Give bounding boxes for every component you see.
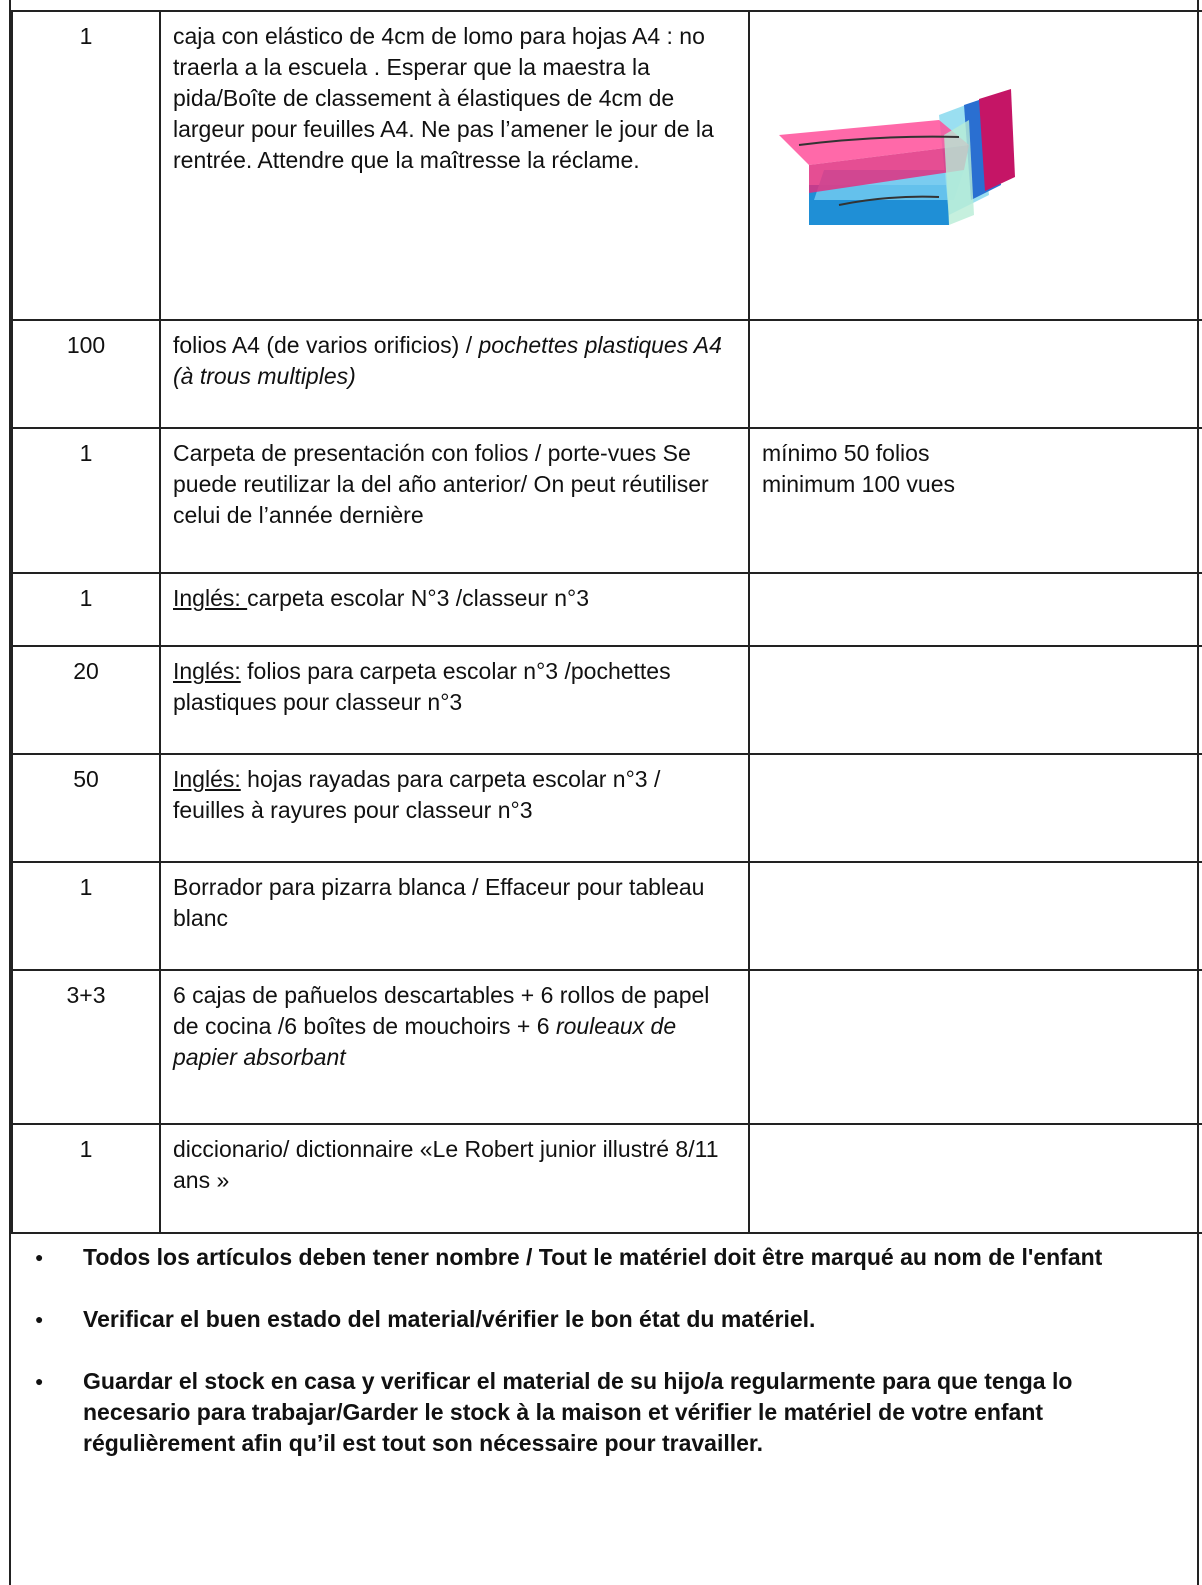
description-text: hojas rayadas para carpeta escolar n°3 / feuilles à rayures pour classeur n°3 bbox=[173, 766, 661, 823]
quantity-cell: 100 bbox=[12, 320, 160, 428]
note-bullet-item: ● Todos los artículos deben tener nombre / Tout le matériel doit être marqué au nom de l'enfant bbox=[31, 1242, 1181, 1273]
supply-row bbox=[12, 320, 1202, 428]
description-text: diccionario/ dictionnaire «Le Robert junior illustré 8/11 ans » bbox=[173, 1136, 719, 1193]
supply-row bbox=[12, 573, 1202, 646]
description-text: Inglés: bbox=[173, 658, 241, 684]
description-text: pochettes plastiques A4 (à trous multiples) bbox=[173, 332, 722, 389]
supply-row bbox=[12, 1124, 1202, 1233]
description-cell bbox=[160, 1124, 749, 1233]
description-text: folios para carpeta escolar n°3 /pochettes plastiques pour classeur n°3 bbox=[173, 658, 671, 715]
note-cell bbox=[749, 754, 1202, 862]
description-cell bbox=[160, 11, 749, 320]
supplies-table-body bbox=[12, 11, 1202, 1233]
description-text: rouleaux de papier absorbant bbox=[173, 1013, 677, 1070]
supply-row bbox=[12, 970, 1202, 1124]
quantity-cell: 1 bbox=[12, 573, 160, 646]
description-text: caja con elástico de 4cm de lomo para hojas A4 : no traerla a la escuela . Esperar que la maestra la pida/Boîte de classement à élastiques de 4cm de largeur pour feuilles A4. Ne pas l’amener le jour de la rentrée. Attendre que la maîtresse la réclame. bbox=[173, 23, 714, 173]
description-cell bbox=[160, 320, 749, 428]
note-bullet-item: ● Verificar el buen estado del material/vérifier le bon état du matériel. bbox=[31, 1304, 1181, 1335]
supply-row bbox=[12, 862, 1202, 970]
description-text: Carpeta de presentación con folios / porte-vues Se puede reutilizar la del año anterior/ On peut réutiliser celui de l’année dernière bbox=[173, 440, 709, 528]
note-cell bbox=[749, 970, 1202, 1124]
note-cell bbox=[749, 573, 1202, 646]
supply-row bbox=[12, 754, 1202, 862]
description-cell bbox=[160, 646, 749, 754]
quantity-cell: 20 bbox=[12, 646, 160, 754]
quantity-cell: 1 bbox=[12, 862, 160, 970]
note-bullet-item: ● Guardar el stock en casa y verificar el material de su hijo/a regularmente para que tenga lo necesario para trabajar/Garder le stock à la maison et vérifier le matériel de votre enfant régulièrement afin qu’il est tout son nécessaire pour travailler. bbox=[31, 1366, 1181, 1459]
note-cell bbox=[749, 1124, 1202, 1233]
description-text: Inglés: bbox=[173, 585, 248, 611]
description-text: folios A4 (de varios orificios) / bbox=[173, 332, 479, 358]
quantity-cell: 50 bbox=[12, 754, 160, 862]
note-cell bbox=[749, 320, 1202, 428]
notes-list bbox=[31, 1242, 1181, 1490]
elastic-box-folders-illustration bbox=[779, 75, 1041, 245]
supply-row bbox=[12, 428, 1202, 573]
note-cell bbox=[749, 862, 1202, 970]
supply-row bbox=[12, 646, 1202, 754]
description-cell bbox=[160, 573, 749, 646]
description-text: carpeta escolar N°3 /classeur n°3 bbox=[247, 585, 589, 611]
quantity-cell: 1 bbox=[12, 1124, 160, 1233]
description-cell bbox=[160, 754, 749, 862]
supplies-table bbox=[11, 10, 1202, 1234]
note-line: mínimo 50 folios bbox=[762, 440, 930, 466]
note-cell bbox=[749, 11, 1202, 320]
description-text: Borrador para pizarra blanca / Effaceur pour tableau blanc bbox=[173, 874, 705, 931]
description-text: 6 cajas de pañuelos descartables + 6 rollos de papel de cocina /6 boîtes de mouchoirs + 6 bbox=[173, 982, 710, 1039]
note-cell bbox=[749, 428, 1202, 573]
quantity-cell: 1 bbox=[12, 428, 160, 573]
description-cell bbox=[160, 862, 749, 970]
description-text: Inglés: bbox=[173, 766, 241, 792]
quantity-cell: 3+3 bbox=[12, 970, 160, 1124]
supply-row bbox=[12, 11, 1202, 320]
note-line: minimum 100 vues bbox=[762, 471, 956, 497]
description-cell bbox=[160, 428, 749, 573]
quantity-cell: 1 bbox=[12, 11, 160, 320]
document-page bbox=[9, 0, 1199, 1585]
description-cell bbox=[160, 970, 749, 1124]
note-cell bbox=[749, 646, 1202, 754]
